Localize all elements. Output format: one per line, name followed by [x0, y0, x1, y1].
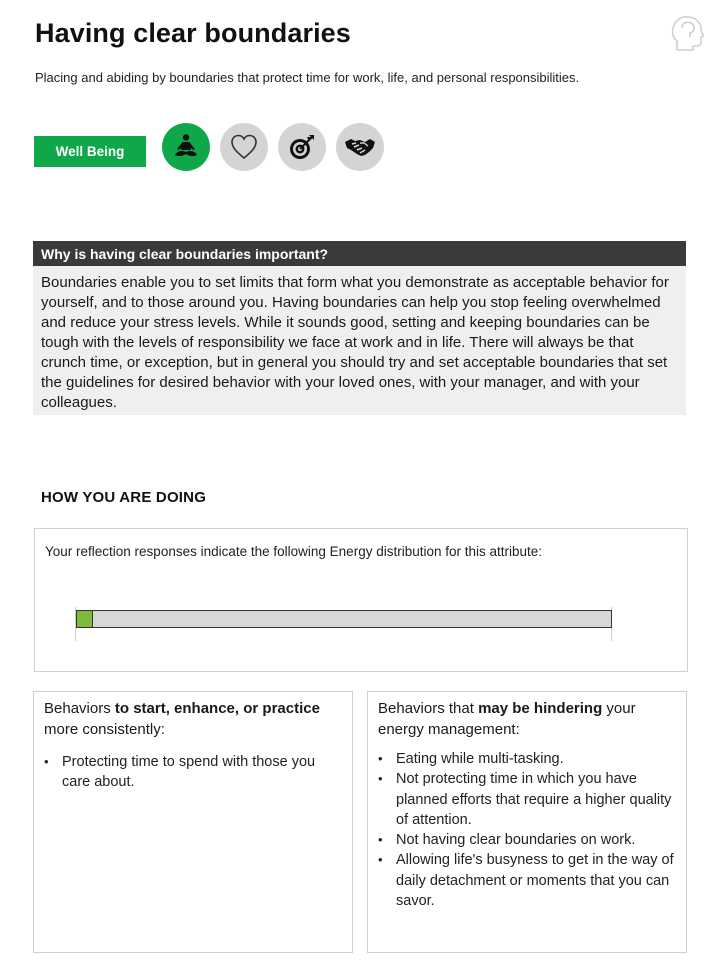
- meditation-icon: [171, 132, 201, 162]
- category-badge: Well Being: [34, 136, 146, 167]
- handshake-icon: [343, 132, 377, 162]
- behaviors-hindering-panel: [367, 691, 687, 953]
- head-profile-icon: [670, 14, 704, 52]
- page-title: Having clear boundaries: [35, 18, 351, 48]
- behaviors-hindering-list: [378, 749, 676, 911]
- energy-distribution-panel: [34, 528, 688, 672]
- list-item: • Protecting time to spend with those you care about.: [44, 752, 342, 793]
- heart-icon: [229, 132, 259, 162]
- meditation-category-button[interactable]: [162, 123, 210, 171]
- heart-category-button[interactable]: [220, 123, 268, 171]
- list-item: • Not having clear boundaries on work.: [378, 830, 676, 850]
- behaviors-to-start-heading: Behaviors to start, enhance, or practice more consistently:: [44, 700, 320, 738]
- why-important-body: Boundaries enable you to set limits that form what you demonstrate as acceptable behavior for yourself, and to those around you. Having boundaries can help you stop feeling overwhelmed and reduce your stress levels. While it sounds good, setting and keeping boundaries can be tough with the levels of responsibility we face at work and in life. There will always be that crunch time, or exception, but in general you should try and set acceptable boundaries that set the guidelines for desired behavior with your loved ones, with your manager, and with your colleagues.: [33, 266, 686, 415]
- list-item: • Allowing life's busyness to get in the way of daily detachment or moments that you can savor.: [378, 850, 676, 911]
- behaviors-hindering-heading: Behaviors that may be hindering your energy management:: [378, 700, 636, 738]
- behaviors-to-start-list: [44, 752, 342, 793]
- energy-bar: [76, 610, 612, 628]
- list-item: • Eating while multi-tasking.: [378, 749, 676, 769]
- target-icon: [287, 132, 317, 162]
- energy-bar-fill: [77, 611, 93, 627]
- target-category-button[interactable]: [278, 123, 326, 171]
- why-important-heading: Why is having clear boundaries important?: [33, 241, 686, 266]
- handshake-category-button[interactable]: [336, 123, 384, 171]
- list-item: • Not protecting time in which you have planned efforts that require a higher quality of attention.: [378, 769, 676, 830]
- energy-description: Your reflection responses indicate the following Energy distribution for this attribute:: [45, 544, 543, 559]
- behaviors-to-start-panel: [33, 691, 353, 953]
- page-subtitle: Placing and abiding by boundaries that protect time for work, life, and personal responsibilities.: [35, 70, 580, 85]
- how-you-are-doing-heading: HOW YOU ARE DOING: [41, 489, 207, 506]
